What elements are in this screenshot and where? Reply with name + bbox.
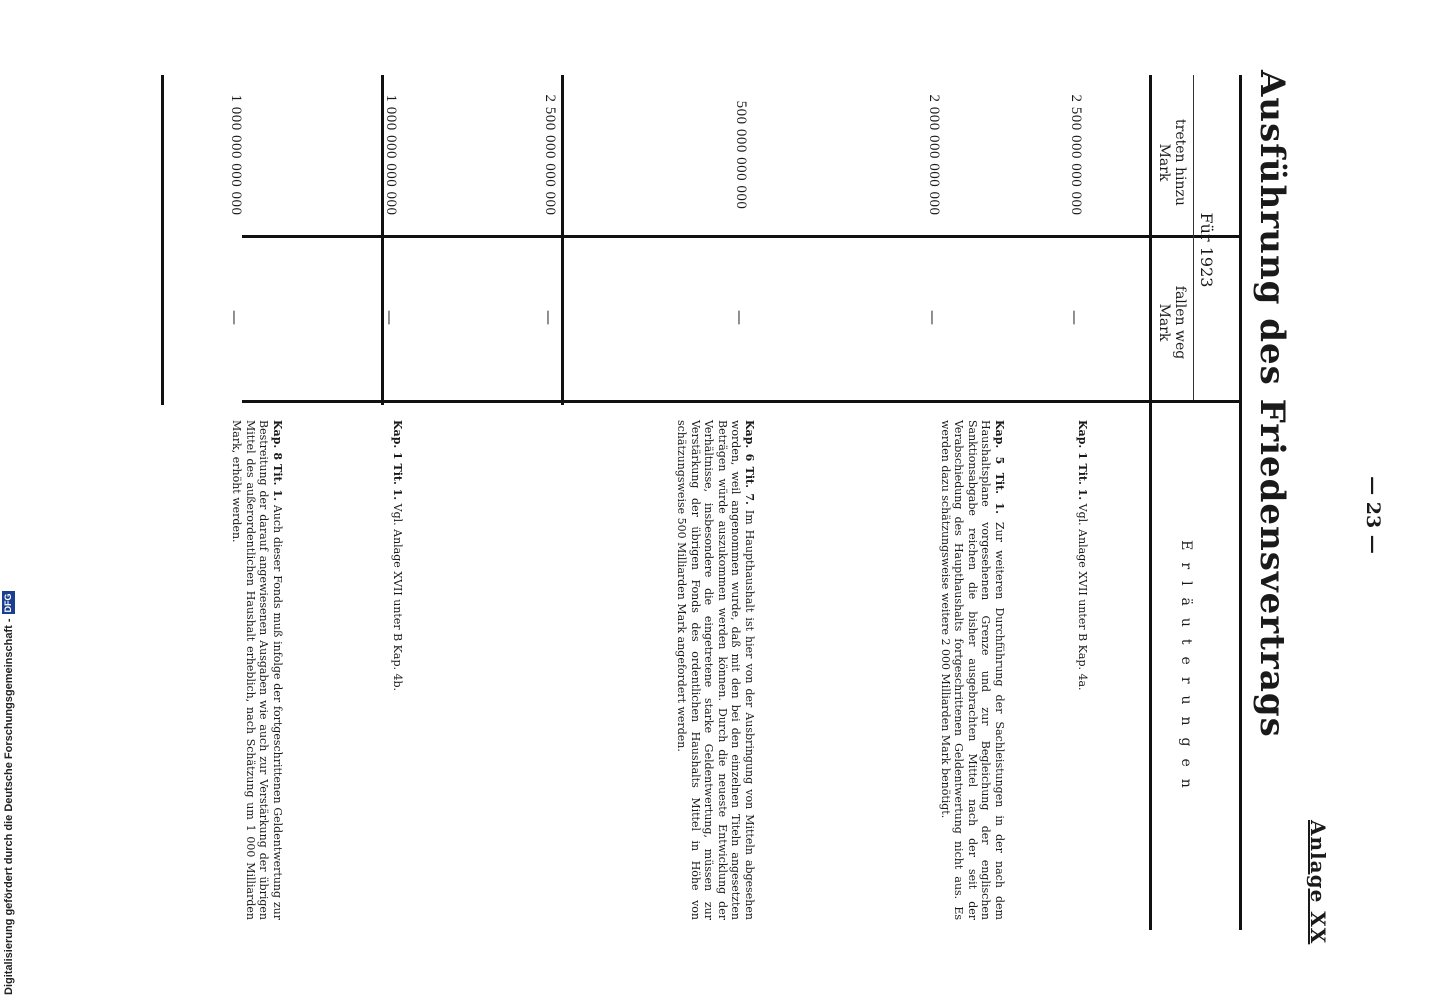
- amount-dropped: —: [226, 310, 244, 325]
- amount-added: 500 000 000 000: [733, 100, 749, 210]
- amount-dropped: —: [540, 310, 558, 325]
- page-number: — 23 —: [1362, 476, 1384, 554]
- subtotal-rule: [561, 75, 564, 405]
- year-header: Für 1923: [1197, 212, 1216, 288]
- note-text: Vgl. Anlage XVII unter B Kap. 4a.: [1076, 503, 1089, 691]
- note-reference: Kap. 8 Tit. 1.: [271, 420, 284, 502]
- amount-added: 2 000 000 000 000: [926, 94, 942, 216]
- amount-dropped: —: [924, 310, 942, 325]
- column-header-added: [1156, 90, 1188, 235]
- year-underline: [1193, 75, 1194, 400]
- explanation-note: [230, 420, 284, 920]
- column-header-added-label: treten hinzu: [1172, 119, 1188, 206]
- explanation-note: [939, 420, 1007, 920]
- note-text: Im Haupthaushalt ist hier von der Ausbringung von Mitteln abgesehen worden, weil angenommen wurde, daß mit den bei den einzelnen Titeln angesetzten Beträgen würde auszukommen werden können. Durch die neueste Entwicklung der Verhältnisse, insbesondere die eingetretene starke Geldentwertung, müssen zur Verstärkung der übrigen Fonds des ordentlichen Haushalts Mittel in Höhe von schätzungsweise 500 Milliarden Mark angefordert werden.: [675, 420, 756, 920]
- note-reference: Kap. 1 Tit. 1.: [391, 420, 404, 501]
- page-title: Ausführung des Friedensvertrags: [1252, 70, 1292, 738]
- column-header-added-unit: Mark: [1156, 143, 1172, 182]
- column-header-dropped-label: fallen weg: [1172, 285, 1188, 360]
- amount-dropped: —: [731, 310, 749, 325]
- amount-added: 1 000 000 000 000: [228, 94, 244, 216]
- column-divider-amounts: [242, 235, 1242, 238]
- column-divider-explanations: [242, 400, 1242, 403]
- amount-added: 2 500 000 000 000: [1068, 94, 1084, 216]
- note-reference: Kap. 5 Tit. 1.: [993, 420, 1006, 514]
- explanation-note: [675, 420, 756, 920]
- digitization-credit: [2, 591, 15, 995]
- appendix-label: Anlage XX: [1306, 820, 1330, 945]
- amount-dropped: —: [1066, 310, 1084, 325]
- note-text: Vgl. Anlage XVII unter B Kap. 4b.: [391, 503, 404, 692]
- table-header-rule: [1149, 75, 1152, 930]
- column-header-explanations: Erläuterungen: [1178, 540, 1194, 800]
- dfg-logo: DFG: [3, 593, 13, 613]
- note-reference: Kap. 6 Tit. 7.: [743, 420, 756, 505]
- explanation-note: [1076, 420, 1090, 920]
- row-rule: [161, 75, 164, 405]
- credit-text: Digitalisierung gefördert durch die Deutsche Forschungsgemeinschaft -: [2, 618, 15, 995]
- amount-added: 1 000 000 000 000: [383, 94, 399, 216]
- amount-added: 2 500 000 000 000: [542, 94, 558, 216]
- note-reference: Kap. 1 Tit. 1.: [1076, 420, 1089, 501]
- column-header-dropped: [1156, 250, 1188, 395]
- note-text: Auch dieser Fonds muß infolge der fortgeschrittenen Geldentwertung zur Bestreitung der darauf angewiesenen Ausgaben wie auch zur Verstärkung der übrigen Mittel des außerordentlichen Haushalt erheblich, nach Schätzung um 1 000 Milliarden Mark, erhöht werden.: [230, 420, 284, 920]
- table-top-rule: [1239, 75, 1242, 930]
- note-text: Zur weiteren Durchführung der Sachleistungen in der nach dem Haushaltsplane vorgesehenen Grenze und zur Begleichung der englischen Sanktionsabgabe reichen die bisher ausgebrachten Mittel nach der seit der Verabschiedung des Haupthaushalts fortgeschrittenen Geldentwertung nicht aus. Es werden dazu schätzungsweise weitere 2 000 Milliarden Mark benötigt.: [939, 420, 1006, 920]
- amount-dropped: —: [381, 310, 399, 325]
- explanation-note: [391, 420, 405, 920]
- column-header-dropped-unit: Mark: [1156, 303, 1172, 342]
